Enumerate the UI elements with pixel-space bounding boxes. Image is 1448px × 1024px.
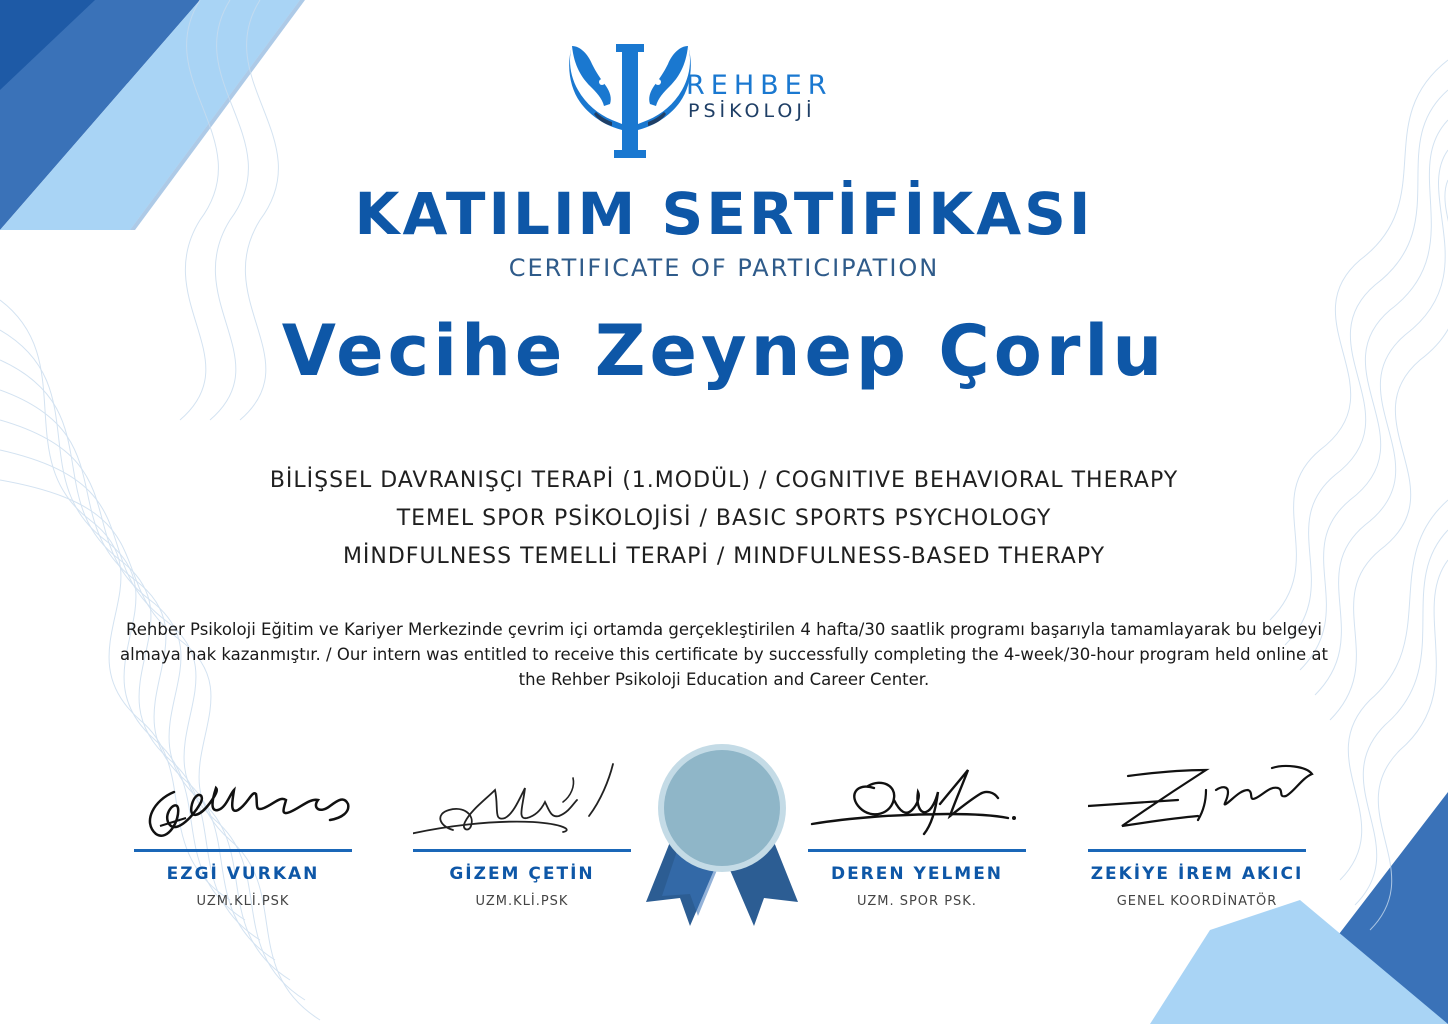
certificate-description: Rehber Psikoloji Eğitim ve Kariyer Merkezinde çevrim içi ortamda gerçekleştirilen 4 hafta/30 saatlik programı başarıyla tamamlayarak bu belgeyi almaya hak kazanmıştır. / Our intern was entitled to receive this certificate by successfully completing the 4-week/30-hour program held online at the Rehber Psikoloji Education and Career Center.	[120, 620, 1328, 689]
program-item: MİNDFULNESS TEMELLİ TERAPİ / MINDFULNESS-BASED THERAPY	[342, 544, 1106, 569]
signer-block	[134, 760, 374, 920]
signer-name: DEREN YELMEN	[830, 864, 1004, 884]
signer-name: ZEKİYE İREM AKICI	[1090, 864, 1304, 884]
certificate-title: KATILIM SERTİFİKASI	[354, 180, 1094, 248]
program-list	[0, 462, 1448, 576]
signer-block	[1088, 760, 1328, 920]
signature-line	[413, 849, 631, 852]
signer-title: UZM.KLİ.PSK	[196, 894, 290, 909]
signature-image	[134, 760, 374, 850]
program-item: BİLİŞSEL DAVRANIŞÇI TERAPİ (1.MODÜL) / COGNITIVE BEHAVIORAL THERAPY	[269, 468, 1179, 493]
signature-image	[1088, 760, 1328, 850]
signer-name: EZGİ VURKAN	[166, 864, 320, 884]
certificate-subtitle: CERTIFICATE OF PARTICIPATION	[508, 254, 940, 282]
signer-block	[808, 760, 1048, 920]
signer-title: UZM. SPOR PSK.	[857, 894, 977, 909]
signer-title: UZM.KLİ.PSK	[475, 894, 569, 909]
signature-line	[1088, 849, 1306, 852]
signer-block	[413, 760, 653, 920]
signature-image	[808, 760, 1048, 850]
signature-image	[413, 760, 653, 850]
signature-line	[808, 849, 1026, 852]
signature-line	[134, 849, 352, 852]
award-ribbon-icon	[632, 740, 812, 930]
program-item: TEMEL SPOR PSİKOLOJİSİ / BASIC SPORTS PSYCHOLOGY	[396, 506, 1052, 531]
recipient-name: Vecihe Zeynep Çorlu	[281, 310, 1167, 392]
signer-name: GİZEM ÇETİN	[449, 864, 595, 884]
signer-title: GENEL KOORDİNATÖR	[1116, 894, 1278, 909]
brand-name-line2: PSİKOLOJİ	[688, 100, 816, 122]
brand-name-line1: REHBER	[686, 70, 833, 101]
